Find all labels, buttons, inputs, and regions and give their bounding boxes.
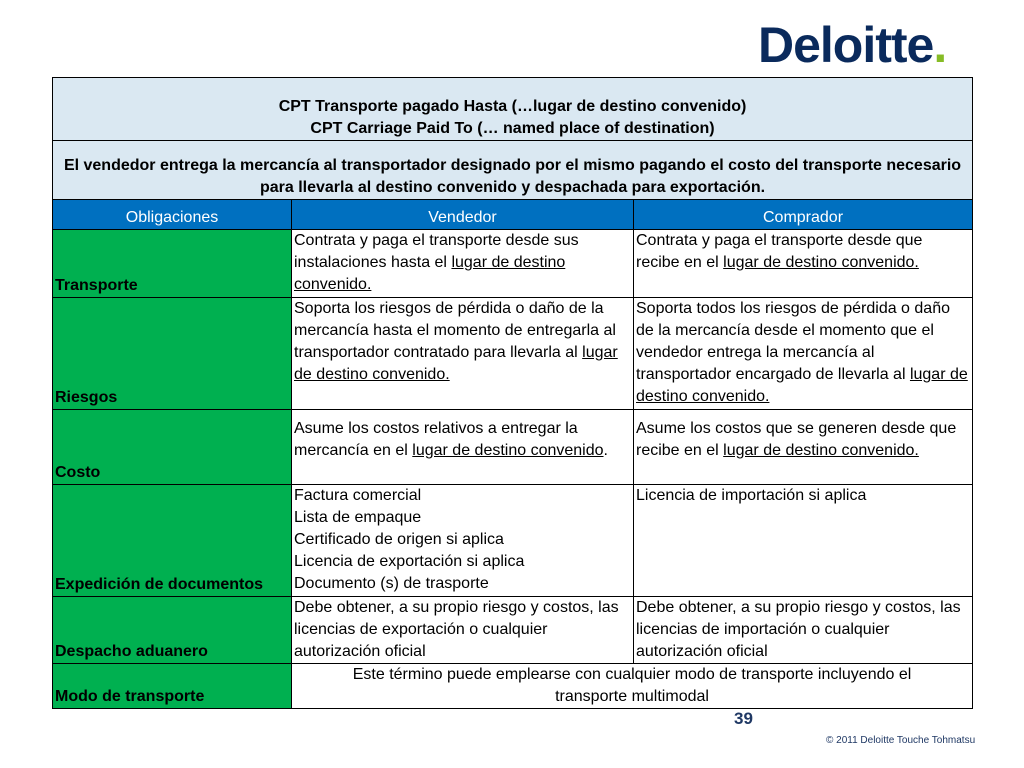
comprador-transporte-link: lugar de destino convenido.	[723, 254, 919, 271]
vendedor-costo-tail: .	[603, 442, 608, 459]
list-item: Licencia de exportación si aplica	[294, 553, 525, 570]
row-label-transporte: Transporte	[53, 230, 292, 298]
modo-transporte-description	[292, 664, 973, 709]
vendedor-costo	[292, 410, 634, 485]
table-row-riesgos	[53, 298, 973, 410]
list-item: Factura comercial	[294, 487, 422, 504]
title-row	[53, 78, 973, 141]
vendedor-transporte	[292, 230, 634, 298]
page-number: 39	[734, 709, 753, 728]
vendedor-riesgos-link: lugar de destino convenido.	[294, 344, 618, 383]
logo-text: Deloitte	[758, 17, 934, 73]
table-row-despacho	[53, 597, 973, 664]
comprador-costo	[634, 410, 973, 485]
table-row-modo	[53, 664, 973, 709]
comprador-transporte-text: Contrata y paga el transporte desde que recibe en el	[636, 232, 923, 271]
list-item: Lista de empaque	[294, 509, 422, 526]
header-vendedor: Vendedor	[292, 200, 634, 230]
row-label-modo: Modo de transporte	[53, 664, 292, 709]
vendedor-transporte-link: lugar de destino convenido.	[294, 254, 566, 293]
vendedor-costo-text: Asume los costos relativos a entregar la mercancía en el	[294, 420, 578, 459]
list-item: Certificado de origen si aplica	[294, 531, 504, 548]
row-label-costo: Costo	[53, 410, 292, 485]
vendedor-riesgos	[292, 298, 634, 410]
deloitte-logo	[758, 17, 947, 73]
description-row	[53, 141, 973, 200]
vendedor-transporte-text: Contrata y paga el transporte desde sus instalaciones hasta el	[294, 232, 579, 271]
title-cell	[53, 78, 973, 141]
comprador-transporte	[634, 230, 973, 298]
row-label-riesgos: Riesgos	[53, 298, 292, 410]
row-label-documentos: Expedición de documentos	[53, 485, 292, 597]
header-comprador: Comprador	[634, 200, 973, 230]
modo-line-2: transporte multimodal	[555, 688, 709, 705]
table-row-costo	[53, 410, 973, 485]
list-item: Documento (s) de trasporte	[294, 575, 489, 592]
vendedor-costo-link: lugar de destino convenido	[412, 442, 604, 459]
vendedor-despacho: Debe obtener, a su propio riesgo y costos, las licencias de exportación o cualquier autorización oficial	[292, 597, 634, 664]
copyright-notice: © 2011 Deloitte Touche Tohmatsu	[826, 735, 976, 746]
comprador-documentos: Licencia de importación si aplica	[634, 485, 973, 597]
comprador-despacho: Debe obtener, a su propio riesgo y costos, las licencias de importación o cualquier autorización oficial	[634, 597, 973, 664]
description-line-1: El vendedor entrega la mercancía al transportador designado por el mismo pagando el costo del transporte necesario	[63, 157, 962, 174]
row-label-despacho: Despacho aduanero	[53, 597, 292, 664]
cpt-obligations-table	[52, 77, 973, 709]
comprador-riesgos	[634, 298, 973, 410]
description-line-2: para llevarla al destino convenido y despachada para exportación.	[259, 179, 766, 196]
description-cell	[53, 141, 973, 200]
logo-dot: .	[933, 17, 947, 73]
header-obligaciones: Obligaciones	[53, 200, 292, 230]
comprador-costo-text: Asume los costos que se generen desde que recibe en el	[636, 420, 957, 459]
comprador-costo-link: lugar de destino convenido.	[723, 442, 919, 459]
vendedor-documentos	[292, 485, 634, 597]
header-row	[53, 200, 973, 230]
vendedor-riesgos-text: Soporta los riesgos de pérdida o daño de la mercancía hasta el momento de entregarla al transportador contratado para llevarla al	[294, 300, 616, 361]
table-row-transporte	[53, 230, 973, 298]
modo-line-1: Este término puede emplearse con cualquier modo de transporte incluyendo el	[352, 666, 912, 683]
title-line-2: CPT Carriage Paid To (… named place of destination)	[310, 120, 715, 137]
comprador-riesgos-link: lugar de destino convenido.	[636, 366, 968, 405]
title-line-1: CPT Transporte pagado Hasta (…lugar de destino convenido)	[278, 98, 747, 115]
comprador-riesgos-text: Soporta todos los riesgos de pérdida o daño de la mercancía desde el momento que el vendedor entrega la mercancía al transportador encargado de llevarla al	[636, 300, 950, 383]
table-row-documentos	[53, 485, 973, 597]
